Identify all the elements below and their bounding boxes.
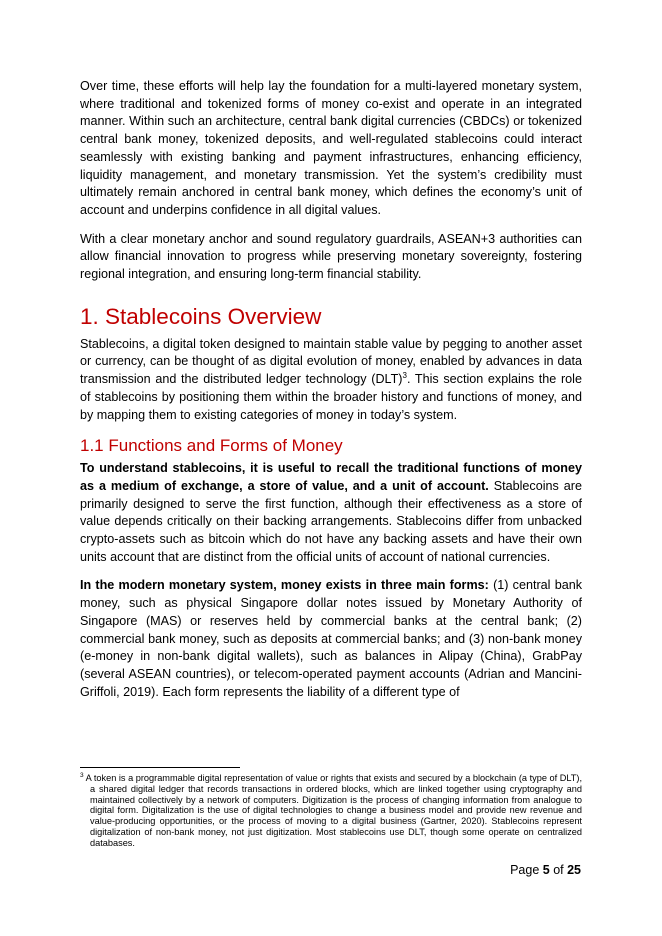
page-number-prefix: Page (510, 863, 543, 877)
page-number (510, 863, 581, 877)
page-number-middle: of (549, 863, 568, 877)
page-number-current: 5 (542, 863, 550, 877)
paragraph-functions-of-money (80, 460, 582, 566)
intro-text-before-ref: Stablecoins, a digital token designed to maintain stable value by pegging to another asset or currency, can be thought of as digital evolution of money, enabled by advances in data transmission and the distributed ledger technology (DLT) (80, 336, 582, 387)
footnote-body (80, 773, 582, 849)
forms-lead-sentence: In the modern monetary system, money exists in three main forms: (80, 578, 489, 593)
footnote-text: A token is a programmable digital representation of value or rights that exists and secured by a blockchain (a type of DLT), a shared digital ledger that records transactions in ordered blocks, which are linked together using cryptography and maintained collectively by a network of computers. Digitization is the process of changing information from analogue to digital form. Digitalization is the use of digital technologies to change a business model and provide new revenue and value-producing opportunities, or the process of moving to a digital business (Gartner, 2020). Stablecoins represent digitalization of non-bank money, not just digitization. Most stablecoins use DLT, though some operate on centralized databases. (83, 773, 582, 848)
paragraph-forms-of-money (80, 577, 582, 701)
forms-body: (1) central bank money, such as physical Singapore dollar notes issued by Monetary Authority of Singapore (MAS) or reserves held by commercial banks at the central bank; (2) commercial bank money, such as deposits at commercial banks; and (3) non-bank money (e-money in non-bank digital wallets), such as balances in Alipay (China), GrabPay (several ASEAN countries), or telecom-operated payment accounts (Adrian and Mancini-Griffoli, 2019). Each form represents the liability of a different type of (80, 578, 582, 699)
functions-body: Stablecoins are primarily designed to serve the first function, although their effectiveness as a store of value depends critically on their backing arrangements. Stablecoins differ from unbacked crypto-assets such as bitcoin which do not have any backing assets and have their own units account that are distinct from the official units of account of national currencies. (80, 478, 582, 564)
footnote-mark: 3 (80, 771, 84, 779)
section-title-stablecoins-overview: 1. Stablecoins Overview (80, 303, 322, 329)
footnote-reference[interactable]: 3 (402, 370, 407, 380)
intro-text-after-ref: . This section explains the role of stablecoins by positioning them within the broader history and functions of money, and by mapping them to existing categories of money in today’s system. (80, 372, 582, 422)
paragraph-multi-layered-system: Over time, these efforts will help lay the foundation for a multi-layered monetary system, where traditional and tokenized forms of money co-exist and operate in an integrated manner. Within such an architecture, central bank digital currencies (CBDCs) or tokenized central bank money, tokenized deposits, and well-regulated stablecoins could interact seamlessly with existing banking and payment infrastructures, enhancing efficiency, liquidity management, and monetary transmission. Yet the system’s credibility must ultimately remain anchored in central bank money, which defines the economy’s unit of account and underpins confidence in all digital values. (80, 79, 582, 217)
functions-lead-sentence: To understand stablecoins, it is useful to recall the traditional functions of money as a medium of exchange, a store of value, and a unit of account. (80, 461, 582, 493)
page-content (80, 78, 582, 712)
paragraph-stablecoins-intro (80, 336, 582, 425)
footnote-separator (80, 767, 240, 768)
footnote-3 (80, 773, 582, 849)
subsection-title-functions-forms: 1.1 Functions and Forms of Money (80, 436, 343, 456)
paragraph-monetary-anchor: With a clear monetary anchor and sound regulatory guardrails, ASEAN+3 authorities can allow financial innovation to progress while preserving monetary sovereignty, fostering regional integration, and ensuring long-term financial stability. (80, 231, 582, 282)
page-number-total: 25 (567, 863, 581, 877)
